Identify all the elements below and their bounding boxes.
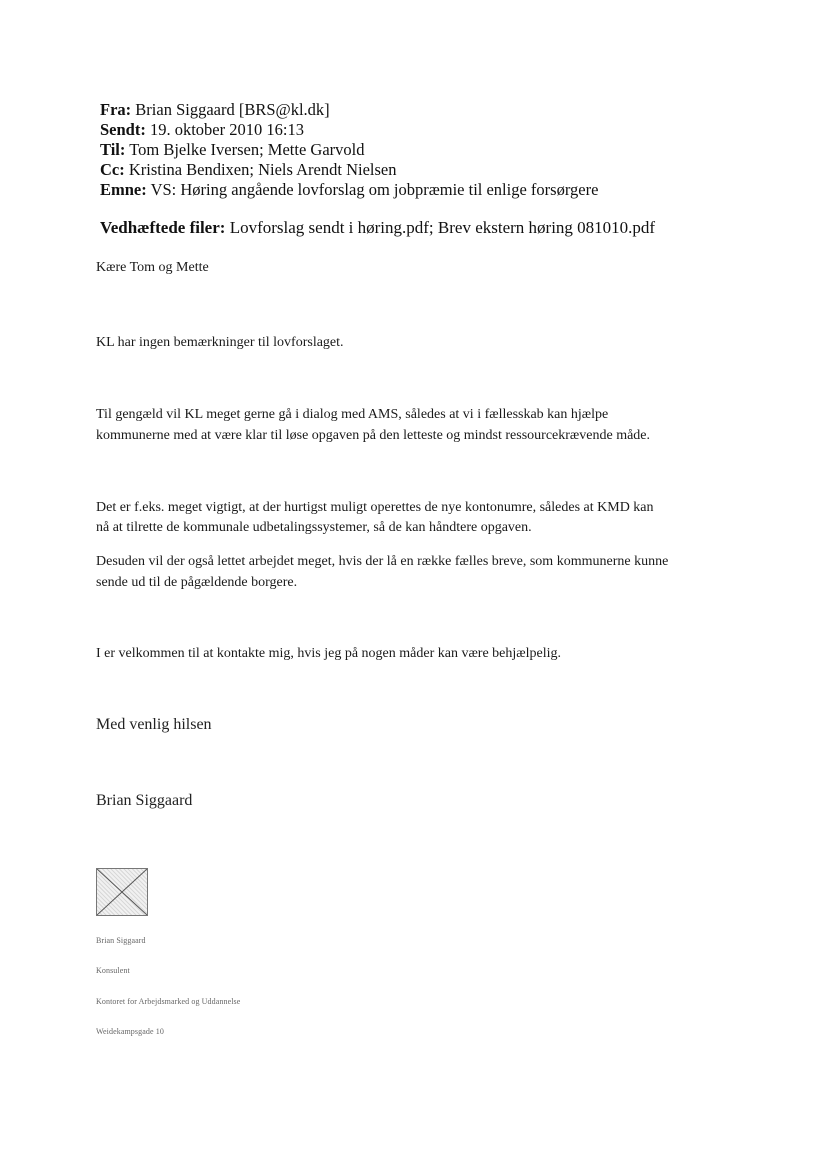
paragraph-4-line-1: Desuden vil der også lettet arbejdet meget, hvis der lå en række fælles breve, som kommunerne kunne — [96, 554, 669, 569]
signature-address: Weidekampsgade 10 — [96, 1027, 164, 1036]
cc-label: Cc: — [100, 160, 125, 179]
paragraph-2-line-1: Til gengæld vil KL meget gerne gå i dialog med AMS, således at vi i fællesskab kan hjælpe — [96, 407, 609, 422]
greeting: Kære Tom og Mette — [96, 260, 209, 275]
sender-name: Brian Siggaard — [96, 792, 193, 809]
from-value: Brian Siggaard [BRS@kl.dk] — [135, 100, 330, 119]
paragraph-5: I er velkommen til at kontakte mig, hvis jeg på nogen måder kan være behjælpelig. — [96, 646, 561, 661]
closing-greeting: Med venlig hilsen — [96, 716, 212, 733]
from-label: Fra: — [100, 100, 132, 119]
to-label: Til: — [100, 140, 126, 159]
attachments-label: Vedhæftede filer: — [100, 218, 226, 237]
paragraph-2-line-2: kommunerne med at være klar til løse opgaven på den letteste og mindst ressourcekrævende måde. — [96, 428, 651, 443]
paragraph-3-line-2: nå at tilrette de kommunale udbetalingssystemer, så de kan håndtere opgaven. — [96, 520, 532, 535]
sent-value: 19. oktober 2010 16:13 — [149, 120, 304, 139]
to-line — [100, 140, 364, 160]
subject-label: Emne: — [100, 180, 147, 199]
attachments-line — [100, 218, 655, 238]
to-value: Tom Bjelke Iversen; Mette Garvold — [129, 140, 365, 159]
paragraph-3-line-1: Det er f.eks. meget vigtigt, at der hurtigst muligt operettes de nye kontonumre, således at KMD kan — [96, 500, 654, 515]
signature-block-name: Brian Siggaard — [96, 936, 146, 945]
from-line — [100, 100, 330, 120]
attachments-value: Lovforslag sendt i høring.pdf; Brev ekstern høring 081010.pdf — [229, 218, 656, 237]
paragraph-1: KL har ingen bemærkninger til lovforslaget. — [96, 335, 344, 350]
cc-value: Kristina Bendixen; Niels Arendt Nielsen — [128, 160, 397, 179]
broken-image-icon — [96, 868, 148, 916]
signature-office: Kontoret for Arbejdsmarked og Uddannelse — [96, 997, 241, 1006]
sent-label: Sendt: — [100, 120, 146, 139]
sent-line — [100, 120, 304, 140]
paragraph-4-line-2: sende ud til de pågældende borgere. — [96, 575, 298, 590]
subject-value: VS: Høring angående lovforslag om jobpræmie til enlige forsørgere — [150, 180, 599, 199]
signature-title: Konsulent — [96, 966, 130, 975]
cc-line — [100, 160, 396, 180]
subject-line — [100, 180, 598, 200]
